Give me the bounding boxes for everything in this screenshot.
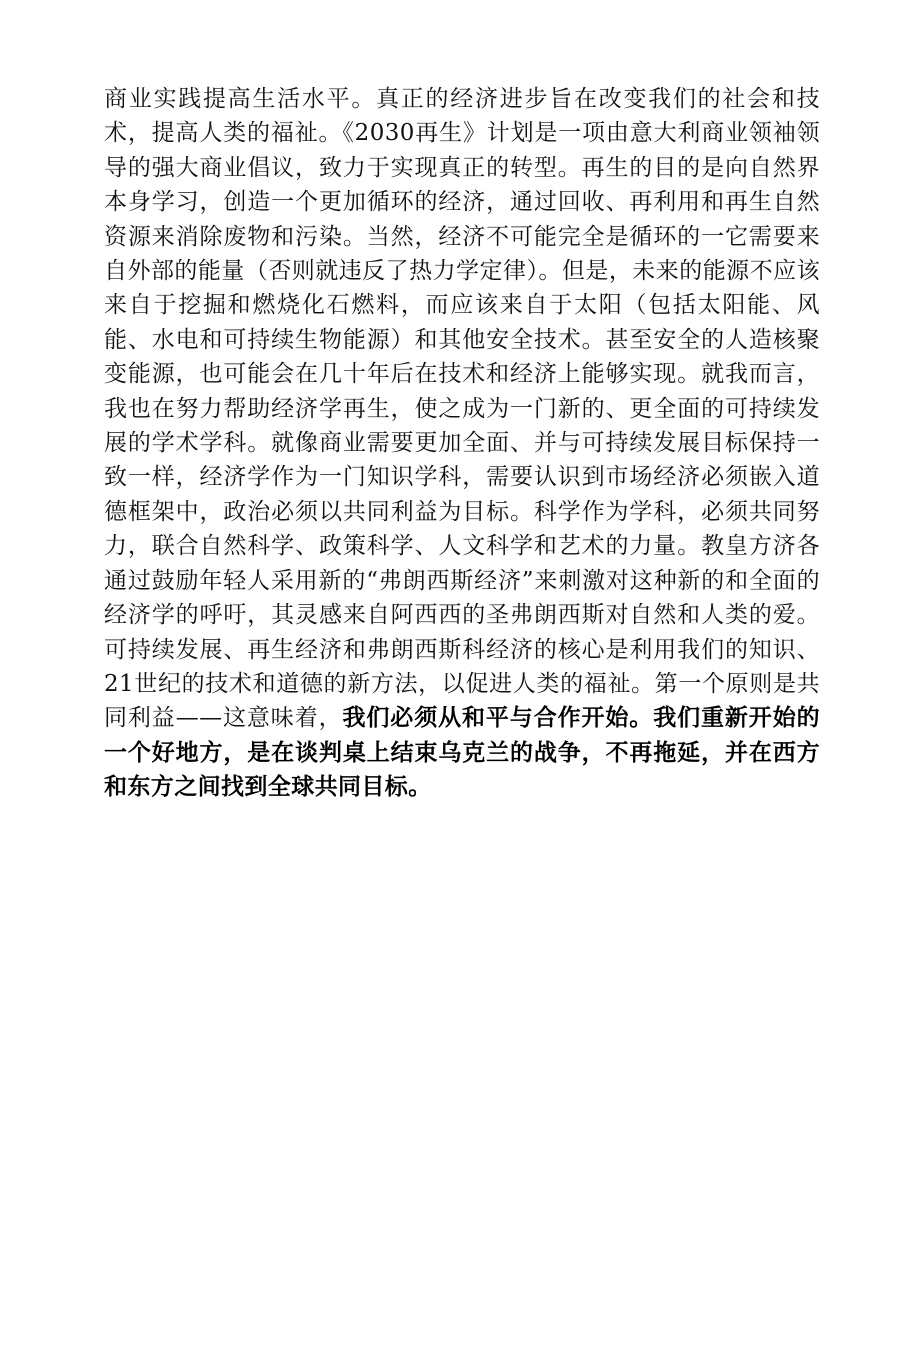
paragraph-bold-text: 我们必须从和平与合作开始。我们重新开始的一个好地方，是在谈判桌上结束乌克兰的战争，不再拖延，并在西方和东方之间找到全球共同目标。 xyxy=(104,704,820,801)
body-paragraph xyxy=(104,82,820,805)
paragraph-regular-text: 商业实践提高生活水平。真正的经济进步旨在改变我们的社会和技术，提高人类的福祉。《2030再生》计划是一项由意大利商业领袖领导的强大商业倡议，致力于实现真正的转型。再生的目的是向自然界本身学习，创造一个更加循环的经济，通过回收、再利用和再生自然资源来消除废物和污染。当然，经济不可能完全是循环的一它需要来自外部的能量（否则就违反了热力学定律）。但是，未来的能源不应该来自于挖掘和燃烧化石燃料，而应该来自于太阳（包括太阳能、风能、水电和可持续生物能源）和其他安全技术。甚至安全的人造核聚变能源，也可能会在几十年后在技术和经济上能够实现。就我而言，我也在努力帮助经济学再生，使之成为一门新的、更全面的可持续发展的学术学科。就像商业需要更加全面、并与可持续发展目标保持一致一样，经济学作为一门知识学科，需要认识到市场经济必须嵌入道德框架中，政治必须以共同利益为目标。科学作为学科，必须共同努力，联合自然科学、政策科学、人文科学和艺术的力量。教皇方济各通过鼓励年轻人采用新的“弗朗西斯经济”来刺激对这种新的和全面的经济学的呼吁，其灵感来自阿西西的圣弗朗西斯对自然和人类的爱。可持续发展、再生经济和弗朗西斯科经济的核心是利用我们的知识、21世纪的技术和道德的新方法，以促进人类的福祉。第一个原则是共同利益——这意味着， xyxy=(104,86,820,732)
